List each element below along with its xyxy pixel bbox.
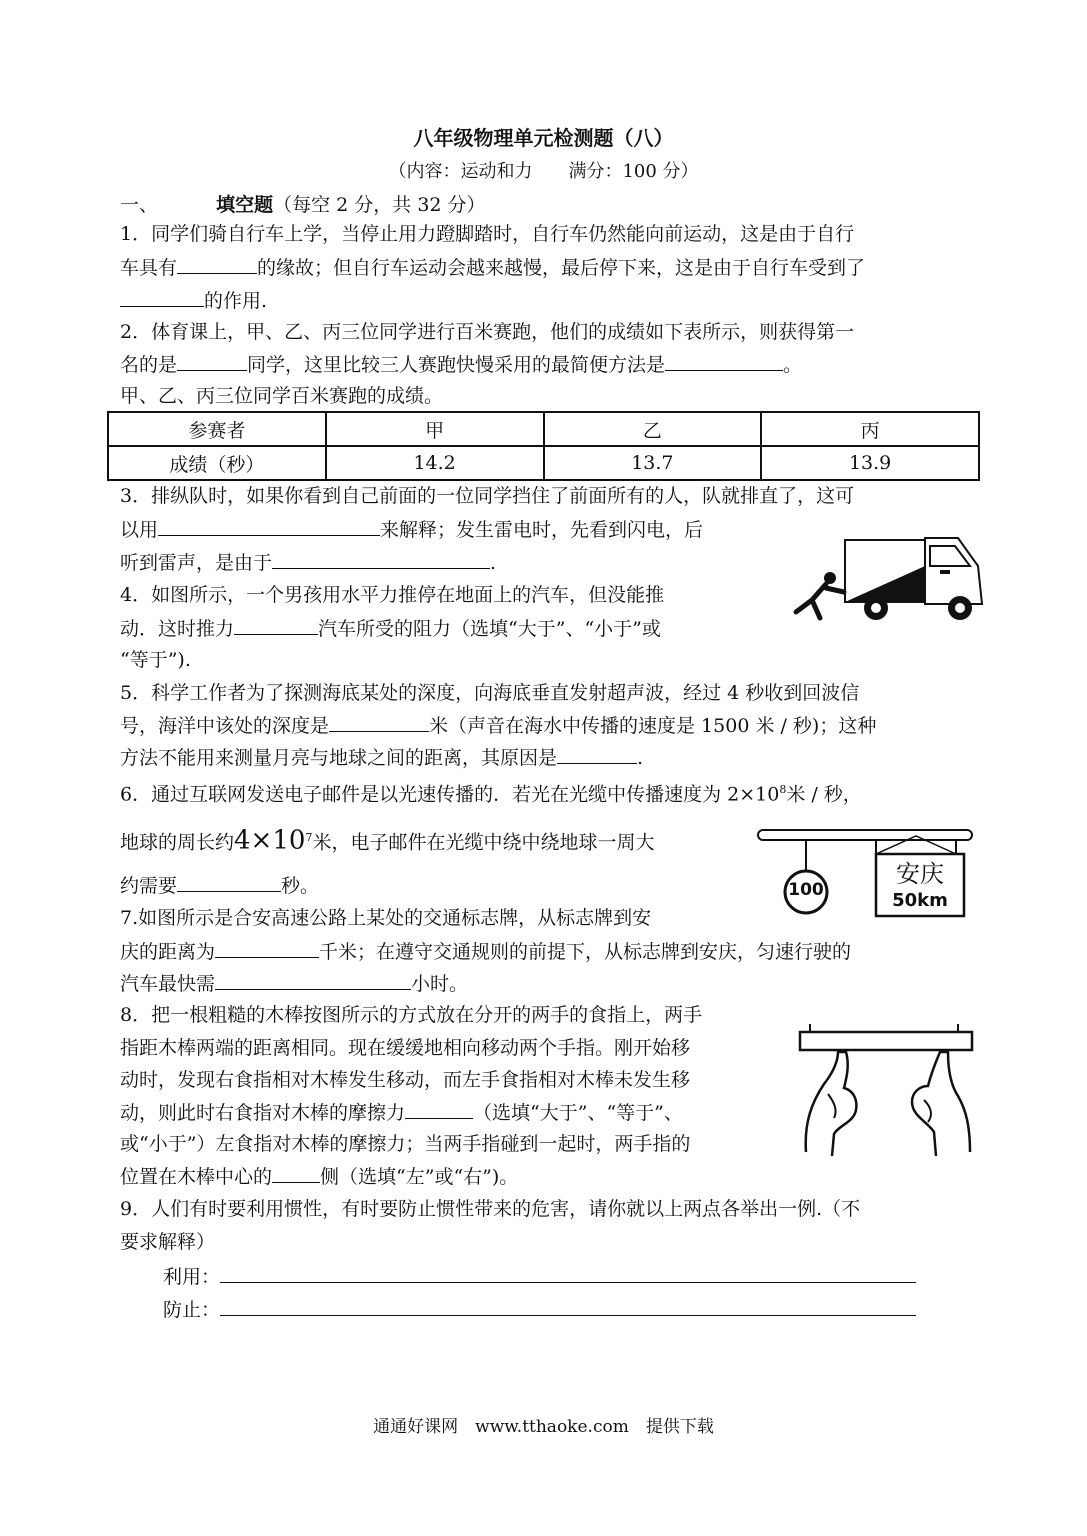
- q3-blank-2[interactable]: [272, 550, 490, 569]
- q7-text: 千米；在遵守交通规则的前提下，从标志牌到安庆，匀速行驶的: [319, 941, 852, 963]
- q1-text: 的缘故；但自行车运动会越来越慢，最后停下来，这是由于自行车受到了: [257, 257, 866, 279]
- q6-line2: [120, 826, 654, 854]
- q6-text: 地球的周长约: [120, 831, 235, 854]
- q9-line2: 要求解释）: [120, 1231, 216, 1253]
- table-header-cell: 甲: [326, 412, 544, 446]
- speed-limit-text: 100: [788, 880, 824, 900]
- table-header-cell: 乙: [544, 412, 762, 446]
- q7-text: 小时。: [411, 973, 469, 995]
- q7-line1: 7.如图所示是合安高速公路上某处的交通标志牌，从标志牌到安: [120, 907, 652, 929]
- q8-text: （选填“大于”、“等于”、: [473, 1102, 683, 1124]
- page-title: 八年级物理单元检测题（八）: [413, 126, 674, 150]
- boy-pushing-truck-figure: [790, 526, 986, 628]
- sign-distance-text: 50km: [892, 890, 948, 911]
- q9-prevent-label: 防止：: [163, 1299, 221, 1321]
- section-number: 一、: [120, 194, 159, 216]
- q3-line2: [120, 517, 703, 542]
- score-table: [107, 411, 980, 481]
- q9-line1: 9．人们有时要利用惯性，有时要防止惯性带来的危害，请你就以上两点各举出一例.（不: [120, 1198, 861, 1220]
- q2-blank-1[interactable]: [177, 352, 247, 371]
- q7-line3: [120, 971, 468, 996]
- q7-text: 汽车最快需: [120, 973, 216, 995]
- q8-line3: 动时，发现右食指相对木棒发生移动，而左手食指相对木棒未发生移: [120, 1069, 691, 1091]
- traffic-sign-figure: [756, 826, 976, 926]
- q5-text: 米（声音在海水中传播的速度是 1500 米 / 秒)；这种: [429, 715, 877, 737]
- q3-text: 来解释；发生雷电时，先看到闪电，后: [380, 519, 704, 541]
- q6-text: 约需要: [120, 875, 178, 897]
- q3-line3: [120, 550, 496, 575]
- q3-text: .: [490, 552, 497, 574]
- q6-exponent: 7: [305, 831, 313, 844]
- q2-line1: 2．体育课上，甲、乙、丙三位同学进行百米赛跑，他们的成绩如下表所示，则获得第一: [120, 321, 855, 343]
- q8-line5: 或“小于”）左食指对木棒的摩擦力；当两手指碰到一起时，两手指的: [120, 1133, 691, 1155]
- q6-text: 米 / 秒，: [786, 783, 862, 806]
- q9-use-row: [163, 1264, 916, 1289]
- q3-line1: 3．排纵队时，如果你看到自己前面的一位同学挡住了前面所有的人，队就排直了，这可: [120, 485, 855, 507]
- q6-line3: [120, 873, 319, 898]
- q5-blank-1[interactable]: [329, 713, 429, 732]
- q6-text: 秒。: [281, 875, 320, 897]
- q9-use-blank[interactable]: [220, 1264, 916, 1283]
- q5-text: 方法不能用来测量月亮与地球之间的距离，其原因是: [120, 747, 558, 769]
- q5-blank-2[interactable]: [557, 745, 637, 764]
- q6-line1: [120, 778, 862, 806]
- q7-blank-2[interactable]: [215, 971, 411, 990]
- q8-text: 动，则此时右食指对木棒的摩擦力: [120, 1102, 406, 1124]
- q5-line1: 5．科学工作者为了探测海底某处的深度，向海底垂直发射超声波，经过 4 秒收到回波信: [120, 682, 860, 704]
- q3-blank-1[interactable]: [158, 517, 380, 536]
- q3-text: 听到雷声，是由于: [120, 552, 273, 574]
- q6-number: 4×10: [234, 825, 306, 856]
- q5-line2: [120, 713, 876, 738]
- table-row: [108, 446, 979, 480]
- q6-text: 6．通过互联网发送电子邮件是以光速传播的．若光在光缆中传播速度为 2×10: [120, 783, 780, 806]
- q8-line4: [120, 1100, 683, 1125]
- table-row: [108, 412, 979, 446]
- section-heading: [120, 190, 486, 217]
- q7-line2: [120, 939, 851, 964]
- q8-line2: 指距木棒两端的距离相同。现在缓缓地相向移动两个手指。刚开始移: [120, 1037, 691, 1059]
- q2-text: 同学，这里比较三人赛跑快慢采用的最简便方法是: [247, 354, 666, 376]
- q9-prevent-blank[interactable]: [220, 1297, 916, 1316]
- q2-text: 名的是: [120, 354, 178, 376]
- q6-text: 米，电子邮件在光缆中绕中绕地球一周大: [312, 831, 655, 854]
- section-note: （每空 2 分，共 32 分）: [273, 194, 486, 216]
- q8-blank-1[interactable]: [405, 1100, 473, 1119]
- q3-text: 以用: [120, 519, 159, 541]
- page-subtitle: （内容：运动和力 满分：100 分）: [388, 161, 699, 182]
- q4-line3: “等于”).: [120, 649, 191, 671]
- q4-blank[interactable]: [234, 616, 318, 635]
- table-cell: 13.7: [544, 446, 762, 480]
- sign-city-text: 安庆: [896, 860, 944, 888]
- q9-prevent-row: [163, 1297, 916, 1322]
- q5-text: .: [637, 747, 644, 769]
- q9-use-label: 利用：: [163, 1266, 221, 1288]
- q4-line2: [120, 616, 661, 641]
- q6-blank[interactable]: [177, 873, 281, 892]
- q2-text: 。: [783, 354, 803, 376]
- q1-line2: [120, 255, 865, 280]
- q2-line2: [120, 352, 802, 377]
- table-cell: 13.9: [761, 446, 979, 480]
- footer-credit: 通通好课网 www.tthaoke.com 提供下载: [373, 1417, 714, 1437]
- q1-text: 车具有: [120, 257, 178, 279]
- q1-line1: 1．同学们骑自行车上学，当停止用力蹬脚踏时，自行车仍然能向前运动，这是由于自行: [120, 223, 855, 245]
- q8-blank-2[interactable]: [272, 1164, 320, 1183]
- q6-exponent: 8: [779, 783, 787, 796]
- q1-text: 的作用.: [204, 290, 268, 312]
- q8-line1: 8．把一根粗糙的木棒按图所示的方式放在分开的两手的食指上，两手: [120, 1004, 703, 1026]
- q5-text: 号，海洋中该处的深度是: [120, 715, 330, 737]
- section-name: 填空题: [216, 194, 274, 216]
- table-header-cell: 丙: [761, 412, 979, 446]
- q1-blank-2[interactable]: [120, 288, 204, 307]
- q7-text: 庆的距离为: [120, 941, 216, 963]
- q4-line1: 4．如图所示，一个男孩用水平力推停在地面上的汽车，但没能推: [120, 584, 665, 606]
- table-cell: 成绩（秒）: [108, 446, 326, 480]
- q2-table-caption: 甲、乙、丙三位同学百米赛跑的成绩。: [120, 385, 444, 407]
- q8-line6: [120, 1164, 518, 1189]
- hands-stick-figure: [798, 1022, 978, 1160]
- q2-blank-2[interactable]: [665, 352, 783, 371]
- table-header-cell: 参赛者: [108, 412, 326, 446]
- table-cell: 14.2: [326, 446, 544, 480]
- q4-text: 汽车所受的阻力（选填“大于”、“小于”或: [318, 618, 661, 640]
- q5-line3: [120, 745, 643, 770]
- q8-text: 侧（选填“左”或“右”)。: [320, 1166, 519, 1188]
- q8-text: 位置在木棒中心的: [120, 1166, 273, 1188]
- q1-line3: [120, 288, 267, 313]
- q4-text: 动．这时推力: [120, 618, 235, 640]
- q1-blank-1[interactable]: [177, 255, 257, 274]
- q7-blank-1[interactable]: [215, 939, 319, 958]
